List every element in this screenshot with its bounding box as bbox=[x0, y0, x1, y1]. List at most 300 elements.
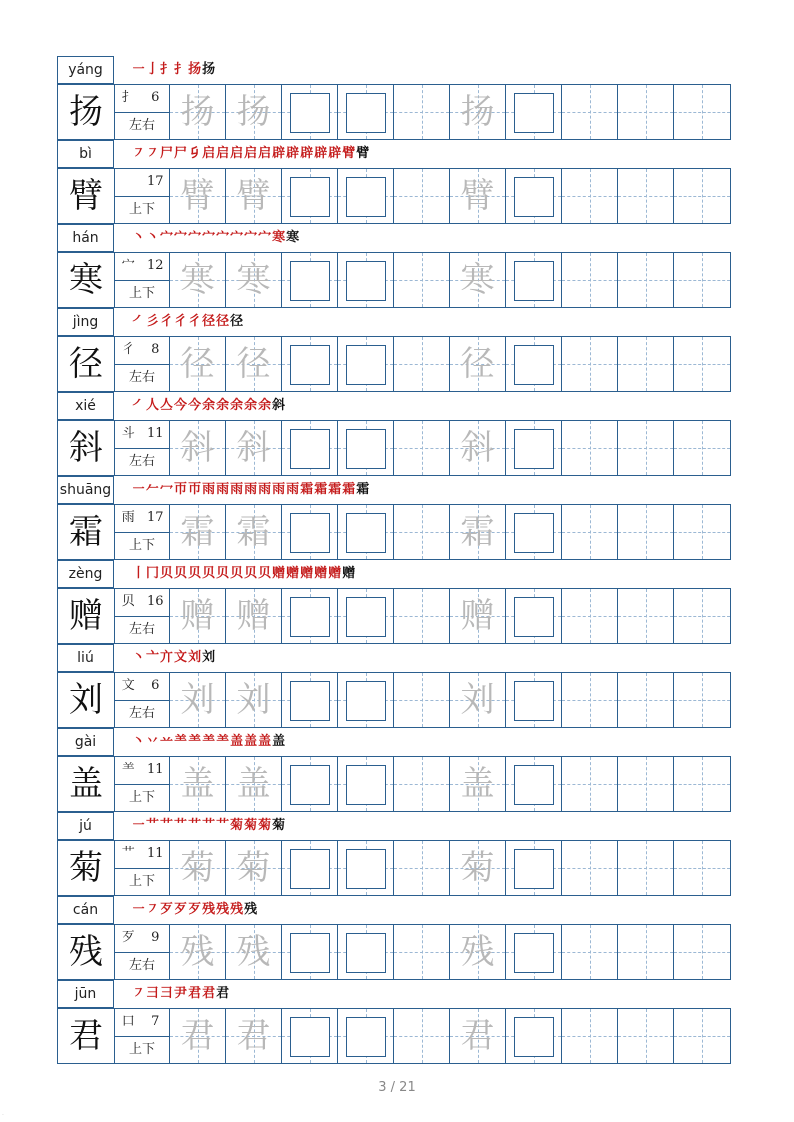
practice-cell bbox=[226, 925, 282, 979]
trace-character: 霜 bbox=[180, 512, 215, 552]
stroke-count: 9 bbox=[151, 930, 160, 945]
trace-character: 斜 bbox=[236, 428, 271, 468]
trace-character: 臂 bbox=[236, 176, 271, 216]
practice-cell bbox=[394, 505, 450, 559]
stroke-step: 雨 bbox=[272, 482, 287, 497]
stroke-step: 径 bbox=[230, 314, 245, 329]
stroke-step: 雨 bbox=[230, 482, 245, 497]
char-info bbox=[115, 85, 170, 139]
structure: 上下 bbox=[128, 874, 155, 889]
model-character: 寒 bbox=[58, 253, 115, 307]
trace-character: 臂 bbox=[180, 176, 215, 216]
writing-box bbox=[346, 261, 386, 301]
practice-cell bbox=[282, 757, 338, 811]
practice-cell bbox=[394, 169, 450, 223]
practice-cell bbox=[394, 253, 450, 307]
practice-cell bbox=[394, 925, 450, 979]
practice-cell bbox=[226, 421, 282, 475]
writing-box bbox=[290, 681, 330, 721]
stroke-step: 径 bbox=[202, 314, 217, 329]
stroke-step: 彳 bbox=[188, 314, 203, 329]
pinyin-label: xié bbox=[57, 392, 114, 420]
practice-cell bbox=[338, 169, 394, 223]
practice-cell bbox=[338, 841, 394, 895]
stroke-step: 贝 bbox=[230, 566, 245, 581]
writing-box bbox=[290, 513, 330, 553]
char-info bbox=[115, 841, 170, 895]
trace-character: 残 bbox=[236, 932, 271, 972]
stroke-step: 启 bbox=[230, 146, 245, 161]
practice-cell bbox=[226, 589, 282, 643]
practice-cell bbox=[562, 925, 618, 979]
pinyin-row bbox=[57, 812, 731, 840]
practice-cell bbox=[506, 673, 562, 727]
writing-box bbox=[514, 513, 554, 553]
writing-box bbox=[514, 681, 554, 721]
practice-cell bbox=[506, 1009, 562, 1063]
stroke-step: 余 bbox=[244, 398, 259, 413]
stroke-step: 赠 bbox=[286, 566, 301, 581]
grid-row bbox=[57, 420, 731, 476]
practice-cell bbox=[450, 1009, 506, 1063]
stroke-step: 扌 bbox=[160, 62, 175, 77]
practice-cell bbox=[170, 841, 226, 895]
pinyin-label: jūn bbox=[57, 980, 114, 1008]
stroke-step: 贝 bbox=[202, 566, 217, 581]
pinyin-row bbox=[57, 644, 731, 672]
stroke-count: 7 bbox=[151, 1014, 160, 1029]
practice-cell bbox=[674, 169, 730, 223]
radical: 斗 bbox=[121, 426, 135, 441]
practice-cell bbox=[562, 169, 618, 223]
writing-box bbox=[290, 597, 330, 637]
stroke-step: 宀 bbox=[160, 230, 175, 245]
stroke-step: 斜 bbox=[272, 398, 287, 413]
practice-cell bbox=[170, 673, 226, 727]
stroke-step: ㇇ bbox=[132, 146, 147, 161]
practice-cell bbox=[170, 925, 226, 979]
stroke-step: 尹 bbox=[174, 986, 189, 1001]
stroke-step: 扬 bbox=[202, 62, 217, 77]
practice-cell bbox=[338, 757, 394, 811]
practice-cell bbox=[338, 505, 394, 559]
writing-box bbox=[290, 177, 330, 217]
char-block bbox=[57, 560, 731, 644]
stroke-step: 扬 bbox=[188, 62, 203, 77]
structure: 上下 bbox=[128, 1042, 155, 1057]
stroke-step: ㇒ bbox=[132, 398, 147, 413]
stroke-step: 菊 bbox=[244, 818, 259, 833]
stroke-step: 冂 bbox=[146, 566, 161, 581]
practice-cell bbox=[394, 85, 450, 139]
stroke-step: 君 bbox=[216, 986, 231, 1001]
stroke-count: 11 bbox=[146, 426, 164, 441]
stroke-step: 冖 bbox=[160, 482, 175, 497]
radical: 雨 bbox=[121, 510, 135, 525]
stroke-count: 17 bbox=[146, 510, 164, 525]
practice-cell bbox=[618, 169, 674, 223]
model-character: 盖 bbox=[58, 757, 115, 811]
writing-box bbox=[290, 345, 330, 385]
practice-cell bbox=[282, 505, 338, 559]
practice-cell bbox=[618, 253, 674, 307]
stroke-step: 菊 bbox=[272, 818, 287, 833]
stroke-step: 宀 bbox=[174, 230, 189, 245]
pinyin-label: jú bbox=[57, 812, 114, 840]
writing-box bbox=[514, 93, 554, 133]
practice-cell bbox=[450, 925, 506, 979]
stroke-step: 今 bbox=[188, 398, 203, 413]
stroke-count: 17 bbox=[146, 174, 164, 189]
stroke-step: 启 bbox=[202, 146, 217, 161]
stroke-step: 寒 bbox=[286, 230, 301, 245]
practice-cell bbox=[562, 253, 618, 307]
practice-cell bbox=[450, 505, 506, 559]
practice-cell bbox=[562, 85, 618, 139]
writing-box bbox=[514, 177, 554, 217]
practice-cell bbox=[282, 673, 338, 727]
stroke-count: 11 bbox=[146, 762, 164, 777]
practice-cell bbox=[282, 421, 338, 475]
practice-cell bbox=[506, 757, 562, 811]
writing-box bbox=[346, 597, 386, 637]
trace-character: 斜 bbox=[460, 428, 495, 468]
radical: 口 bbox=[121, 1014, 135, 1029]
char-info bbox=[115, 673, 170, 727]
char-block bbox=[57, 224, 731, 308]
practice-cell bbox=[450, 673, 506, 727]
writing-box bbox=[346, 345, 386, 385]
practice-cell bbox=[562, 673, 618, 727]
practice-cell bbox=[338, 1009, 394, 1063]
stroke-count: 8 bbox=[151, 342, 160, 357]
practice-cell bbox=[562, 841, 618, 895]
grid-row bbox=[57, 924, 731, 980]
practice-cell bbox=[226, 841, 282, 895]
practice-cell bbox=[226, 757, 282, 811]
char-info bbox=[115, 757, 170, 811]
practice-cell bbox=[618, 337, 674, 391]
trace-character: 盖 bbox=[460, 764, 495, 804]
stroke-step: 盖 bbox=[244, 734, 259, 749]
practice-cell bbox=[338, 589, 394, 643]
practice-cell bbox=[282, 337, 338, 391]
char-info bbox=[115, 1009, 170, 1063]
trace-character: 寒 bbox=[236, 260, 271, 300]
trace-character: 盖 bbox=[180, 764, 215, 804]
stroke-step: 丶 bbox=[146, 230, 161, 245]
stroke-step: 亠 bbox=[146, 650, 161, 665]
writing-box bbox=[346, 93, 386, 133]
stroke-step: 文 bbox=[174, 650, 189, 665]
practice-cell bbox=[562, 337, 618, 391]
stroke-step: 启 bbox=[258, 146, 273, 161]
trace-character: 霜 bbox=[236, 512, 271, 552]
practice-cell bbox=[506, 841, 562, 895]
practice-cell bbox=[674, 925, 730, 979]
practice-cell bbox=[674, 85, 730, 139]
trace-character: 赠 bbox=[180, 596, 215, 636]
practice-cell bbox=[562, 421, 618, 475]
stroke-order bbox=[132, 982, 230, 1006]
structure: 上下 bbox=[128, 538, 155, 553]
practice-cell bbox=[562, 1009, 618, 1063]
practice-cell bbox=[338, 337, 394, 391]
trace-character: 扬 bbox=[460, 92, 495, 132]
practice-cell bbox=[506, 169, 562, 223]
stroke-step: 霜 bbox=[300, 482, 315, 497]
stroke-step: 辟 bbox=[300, 146, 315, 161]
char-block bbox=[57, 308, 731, 392]
stroke-step: 雨 bbox=[244, 482, 259, 497]
practice-cell bbox=[226, 253, 282, 307]
stroke-step: 赠 bbox=[300, 566, 315, 581]
radical: 艹 bbox=[121, 846, 135, 861]
stroke-step: 艹 bbox=[188, 818, 203, 833]
practice-cell bbox=[170, 337, 226, 391]
trace-character: 扬 bbox=[236, 92, 271, 132]
stroke-step: 彳 bbox=[160, 314, 175, 329]
trace-character: 残 bbox=[460, 932, 495, 972]
stroke-step: 帀 bbox=[188, 482, 203, 497]
stroke-step: ㇐ bbox=[132, 818, 147, 833]
stroke-order bbox=[132, 646, 216, 670]
stroke-step: 宀 bbox=[244, 230, 259, 245]
stroke-step: 雨 bbox=[258, 482, 273, 497]
writing-box bbox=[514, 429, 554, 469]
stroke-step: 贝 bbox=[188, 566, 203, 581]
pinyin-row bbox=[57, 140, 731, 168]
pinyin-row bbox=[57, 896, 731, 924]
practice-cell bbox=[450, 589, 506, 643]
char-block bbox=[57, 896, 731, 980]
writing-box bbox=[346, 933, 386, 973]
writing-box bbox=[514, 597, 554, 637]
stroke-step: ⺷ bbox=[174, 734, 189, 749]
practice-cell bbox=[618, 673, 674, 727]
practice-cell bbox=[338, 85, 394, 139]
info-top bbox=[115, 421, 169, 449]
stroke-step: 启 bbox=[244, 146, 259, 161]
practice-cell bbox=[338, 673, 394, 727]
stroke-step: 残 bbox=[202, 902, 217, 917]
stroke-step: 亅 bbox=[146, 62, 161, 77]
stroke-order bbox=[132, 730, 286, 754]
practice-cell bbox=[394, 421, 450, 475]
radical: 彳 bbox=[121, 342, 135, 357]
stroke-step: 歹 bbox=[160, 902, 175, 917]
practice-cell bbox=[338, 253, 394, 307]
practice-cell bbox=[562, 589, 618, 643]
practice-cell bbox=[170, 505, 226, 559]
stroke-step: 𠂉 bbox=[146, 482, 161, 497]
trace-character: 径 bbox=[180, 344, 215, 384]
structure: 上下 bbox=[128, 286, 155, 301]
info-top bbox=[115, 841, 169, 869]
stroke-step: 盖 bbox=[272, 734, 287, 749]
stroke-order bbox=[132, 814, 286, 838]
practice-cell bbox=[394, 589, 450, 643]
pinyin-label: liú bbox=[57, 644, 114, 672]
stroke-step: 宀 bbox=[258, 230, 273, 245]
practice-cell bbox=[674, 1009, 730, 1063]
trace-character: 寒 bbox=[180, 260, 215, 300]
stroke-step: 宀 bbox=[202, 230, 217, 245]
stroke-order bbox=[132, 478, 370, 502]
trace-character: 菊 bbox=[460, 848, 495, 888]
stroke-step: 寒 bbox=[272, 230, 287, 245]
practice-cell bbox=[562, 505, 618, 559]
writing-box bbox=[514, 765, 554, 805]
practice-cell bbox=[450, 253, 506, 307]
char-info bbox=[115, 253, 170, 307]
stroke-step: ㇐ bbox=[132, 482, 147, 497]
pinyin-label: yáng bbox=[57, 56, 114, 84]
info-top bbox=[115, 169, 169, 197]
structure: 左右 bbox=[128, 118, 155, 133]
stroke-step: 残 bbox=[244, 902, 259, 917]
practice-cell bbox=[618, 757, 674, 811]
trace-character: 君 bbox=[236, 1016, 271, 1056]
practice-cell bbox=[226, 505, 282, 559]
trace-character: 菊 bbox=[180, 848, 215, 888]
stroke-step: 尸 bbox=[174, 146, 189, 161]
stroke-step: ㇇ bbox=[146, 146, 161, 161]
char-info bbox=[115, 589, 170, 643]
structure: 左右 bbox=[128, 706, 155, 721]
practice-cell bbox=[170, 757, 226, 811]
writing-box bbox=[346, 177, 386, 217]
stroke-step: 歹 bbox=[188, 902, 203, 917]
practice-cell bbox=[450, 169, 506, 223]
writing-box bbox=[346, 765, 386, 805]
stroke-step: 残 bbox=[230, 902, 245, 917]
grid-row bbox=[57, 588, 731, 644]
stroke-step: 䒑 bbox=[160, 734, 175, 749]
stroke-step: 赠 bbox=[314, 566, 329, 581]
pinyin-row bbox=[57, 56, 731, 84]
writing-box bbox=[346, 429, 386, 469]
stroke-step: 霜 bbox=[328, 482, 343, 497]
stroke-step: 帀 bbox=[174, 482, 189, 497]
trace-character: 君 bbox=[460, 1016, 495, 1056]
practice-cell bbox=[674, 841, 730, 895]
stroke-step: 人 bbox=[146, 398, 161, 413]
trace-character: 刘 bbox=[180, 680, 215, 720]
stroke-step: 臂 bbox=[342, 146, 357, 161]
practice-cell bbox=[618, 841, 674, 895]
writing-box bbox=[290, 93, 330, 133]
model-character: 臂 bbox=[58, 169, 115, 223]
stroke-step: 丨 bbox=[132, 566, 147, 581]
stroke-step: ⺕ bbox=[146, 986, 161, 1001]
stroke-step: 辟 bbox=[328, 146, 343, 161]
stroke-step: 宀 bbox=[216, 230, 231, 245]
practice-cell bbox=[394, 757, 450, 811]
practice-cell bbox=[282, 1009, 338, 1063]
char-block bbox=[57, 140, 731, 224]
stroke-step: ⺕ bbox=[160, 986, 175, 1001]
writing-box bbox=[514, 849, 554, 889]
trace-character: 刘 bbox=[236, 680, 271, 720]
stroke-order bbox=[132, 898, 258, 922]
stroke-step: 贝 bbox=[160, 566, 175, 581]
char-block bbox=[57, 980, 731, 1064]
stroke-step: 残 bbox=[216, 902, 231, 917]
stroke-step: 余 bbox=[202, 398, 217, 413]
stroke-step: 贝 bbox=[258, 566, 273, 581]
stroke-step: 彡 bbox=[146, 314, 161, 329]
pinyin-label: bì bbox=[57, 140, 114, 168]
structure: 左右 bbox=[128, 454, 155, 469]
stroke-step: 𠂎 bbox=[188, 146, 203, 161]
stroke-order bbox=[132, 562, 356, 586]
pinyin-label: jìng bbox=[57, 308, 114, 336]
practice-cell bbox=[506, 925, 562, 979]
pinyin-label: cán bbox=[57, 896, 114, 924]
trace-character: 径 bbox=[236, 344, 271, 384]
practice-cell bbox=[618, 421, 674, 475]
structure: 左右 bbox=[128, 958, 155, 973]
stroke-step: ㇐ bbox=[132, 62, 147, 77]
stroke-count: 11 bbox=[146, 846, 164, 861]
stroke-order bbox=[132, 226, 300, 250]
stroke-step: 今 bbox=[174, 398, 189, 413]
stroke-step: 彳 bbox=[174, 314, 189, 329]
stroke-step: 君 bbox=[188, 986, 203, 1001]
char-info bbox=[115, 337, 170, 391]
trace-character: 斜 bbox=[180, 428, 215, 468]
stroke-step: 丷 bbox=[146, 734, 161, 749]
practice-cell bbox=[170, 85, 226, 139]
stroke-step: 余 bbox=[230, 398, 245, 413]
info-top bbox=[115, 253, 169, 281]
radical: 贝 bbox=[121, 594, 135, 609]
char-block bbox=[57, 56, 731, 140]
pinyin-label: gài bbox=[57, 728, 114, 756]
stroke-order bbox=[132, 58, 216, 82]
stroke-step: 辟 bbox=[286, 146, 301, 161]
stroke-step: 贝 bbox=[174, 566, 189, 581]
stroke-step: 尸 bbox=[160, 146, 175, 161]
radical: 扌 bbox=[121, 90, 135, 105]
grid-row bbox=[57, 336, 731, 392]
practice-cell bbox=[506, 337, 562, 391]
practice-cell bbox=[282, 85, 338, 139]
practice-cell bbox=[674, 505, 730, 559]
practice-cell bbox=[618, 1009, 674, 1063]
stroke-step: 艹 bbox=[146, 818, 161, 833]
char-block bbox=[57, 476, 731, 560]
practice-cell bbox=[394, 1009, 450, 1063]
stroke-step: 赠 bbox=[342, 566, 357, 581]
writing-box bbox=[290, 261, 330, 301]
practice-cell bbox=[506, 421, 562, 475]
stroke-count: 16 bbox=[146, 594, 164, 609]
pinyin-row bbox=[57, 728, 731, 756]
practice-cell bbox=[450, 337, 506, 391]
writing-box bbox=[346, 849, 386, 889]
practice-cell bbox=[170, 169, 226, 223]
writing-box bbox=[514, 1017, 554, 1057]
radical: ⺷ bbox=[121, 762, 135, 777]
page-number: 3 / 21 bbox=[378, 1080, 416, 1095]
stroke-step: 贝 bbox=[216, 566, 231, 581]
practice-cell bbox=[170, 1009, 226, 1063]
info-top bbox=[115, 925, 169, 953]
stroke-step: 刘 bbox=[188, 650, 203, 665]
stroke-step: 辟 bbox=[314, 146, 329, 161]
